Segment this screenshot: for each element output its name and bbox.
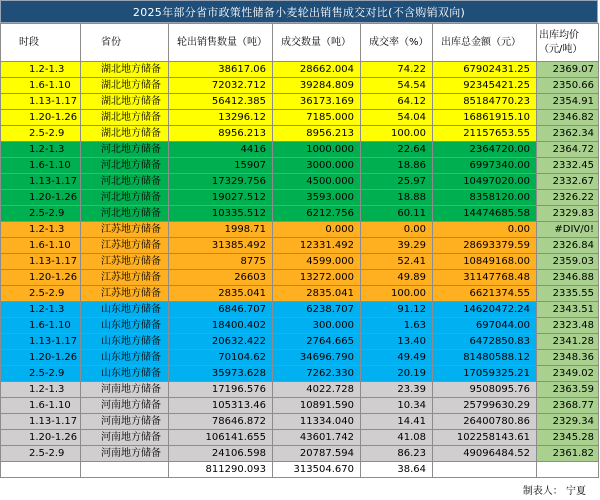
cell-rate: 0.00 [361, 222, 433, 238]
cell-traded: 2835.041 [273, 286, 361, 302]
totals-blank [1, 462, 81, 478]
cell-avg-price: 2364.72 [537, 142, 599, 158]
cell-traded: 28662.004 [273, 62, 361, 78]
cell-province: 河南地方储备 [81, 430, 169, 446]
cell-amount: 8358120.00 [433, 190, 537, 206]
header-period: 时段 [1, 24, 81, 62]
cell-province: 江苏地方储备 [81, 238, 169, 254]
cell-offered: 72032.712 [169, 78, 273, 94]
cell-traded: 3000.000 [273, 158, 361, 174]
total-rate: 38.64 [361, 462, 433, 478]
cell-offered: 4416 [169, 142, 273, 158]
cell-amount: 10497020.00 [433, 174, 537, 190]
cell-offered: 20632.422 [169, 334, 273, 350]
cell-province: 山东地方储备 [81, 366, 169, 382]
cell-avg-price: 2346.88 [537, 270, 599, 286]
cell-province: 河南地方储备 [81, 382, 169, 398]
cell-period: 2.5-2.9 [1, 206, 81, 222]
table-row [1, 254, 599, 270]
cell-traded: 1000.000 [273, 142, 361, 158]
cell-rate: 64.12 [361, 94, 433, 110]
cell-avg-price: 2345.28 [537, 430, 599, 446]
totals-blank [433, 462, 537, 478]
cell-offered: 17329.756 [169, 174, 273, 190]
cell-rate: 22.64 [361, 142, 433, 158]
cell-traded: 13272.000 [273, 270, 361, 286]
cell-province: 湖北地方储备 [81, 62, 169, 78]
cell-rate: 1.63 [361, 318, 433, 334]
cell-traded: 300.000 [273, 318, 361, 334]
cell-amount: 6997340.00 [433, 158, 537, 174]
cell-province: 山东地方储备 [81, 302, 169, 318]
cell-amount: 85184770.23 [433, 94, 537, 110]
cell-period: 1.20-1.26 [1, 190, 81, 206]
cell-offered: 106141.655 [169, 430, 273, 446]
table-row [1, 190, 599, 206]
cell-traded: 20787.594 [273, 446, 361, 462]
table-row [1, 142, 599, 158]
cell-period: 1.2-1.3 [1, 382, 81, 398]
cell-period: 1.13-1.17 [1, 174, 81, 190]
table-row [1, 318, 599, 334]
cell-avg-price: 2354.91 [537, 94, 599, 110]
cell-avg-price: 2369.07 [537, 62, 599, 78]
total-traded: 313504.670 [273, 462, 361, 478]
cell-province: 江苏地方储备 [81, 254, 169, 270]
cell-amount: 92345421.25 [433, 78, 537, 94]
cell-offered: 38617.06 [169, 62, 273, 78]
header-offered: 轮出销售数量（吨） [169, 24, 273, 62]
cell-amount: 697044.00 [433, 318, 537, 334]
cell-avg-price: 2341.28 [537, 334, 599, 350]
cell-avg-price: 2362.34 [537, 126, 599, 142]
header-traded: 成交数量（吨） [273, 24, 361, 62]
cell-avg-price: 2326.22 [537, 190, 599, 206]
cell-rate: 14.41 [361, 414, 433, 430]
cell-rate: 86.23 [361, 446, 433, 462]
cell-offered: 31385.492 [169, 238, 273, 254]
cell-period: 1.6-1.10 [1, 318, 81, 334]
table-row [1, 446, 599, 462]
cell-offered: 17196.576 [169, 382, 273, 398]
cell-province: 山东地方储备 [81, 350, 169, 366]
cell-amount: 17059325.21 [433, 366, 537, 382]
header-province: 省份 [81, 24, 169, 62]
cell-period: 1.6-1.10 [1, 238, 81, 254]
cell-period: 1.2-1.3 [1, 302, 81, 318]
cell-avg-price: 2332.67 [537, 174, 599, 190]
table-row [1, 238, 599, 254]
header-avg-price: 出库均价（元/吨） [537, 24, 599, 62]
table-row [1, 222, 599, 238]
cell-avg-price: #DIV/0! [537, 222, 599, 238]
cell-rate: 23.39 [361, 382, 433, 398]
cell-amount: 28693379.59 [433, 238, 537, 254]
cell-province: 河北地方储备 [81, 142, 169, 158]
cell-offered: 2835.041 [169, 286, 273, 302]
cell-offered: 19027.512 [169, 190, 273, 206]
cell-rate: 49.49 [361, 350, 433, 366]
cell-traded: 4500.000 [273, 174, 361, 190]
cell-avg-price: 2361.82 [537, 446, 599, 462]
table-row [1, 78, 599, 94]
table-row [1, 110, 599, 126]
cell-province: 河南地方储备 [81, 446, 169, 462]
header-row [1, 24, 599, 62]
cell-period: 1.2-1.3 [1, 222, 81, 238]
cell-amount: 6472850.83 [433, 334, 537, 350]
cell-traded: 4599.000 [273, 254, 361, 270]
table-row [1, 126, 599, 142]
cell-avg-price: 2329.34 [537, 414, 599, 430]
cell-period: 1.20-1.26 [1, 350, 81, 366]
cell-avg-price: 2326.84 [537, 238, 599, 254]
table-row [1, 430, 599, 446]
cell-amount: 16861915.10 [433, 110, 537, 126]
cell-traded: 10891.590 [273, 398, 361, 414]
cell-rate: 100.00 [361, 286, 433, 302]
cell-province: 江苏地方储备 [81, 222, 169, 238]
cell-period: 2.5-2.9 [1, 446, 81, 462]
cell-avg-price: 2359.03 [537, 254, 599, 270]
cell-traded: 36173.169 [273, 94, 361, 110]
cell-province: 山东地方储备 [81, 318, 169, 334]
cell-rate: 54.54 [361, 78, 433, 94]
cell-period: 1.6-1.10 [1, 158, 81, 174]
cell-avg-price: 2363.59 [537, 382, 599, 398]
table-row [1, 302, 599, 318]
cell-amount: 9508095.76 [433, 382, 537, 398]
cell-period: 1.13-1.17 [1, 94, 81, 110]
table-row [1, 350, 599, 366]
cell-amount: 31147768.48 [433, 270, 537, 286]
footer [0, 478, 598, 500]
cell-period: 1.13-1.17 [1, 334, 81, 350]
cell-traded: 6238.707 [273, 302, 361, 318]
cell-amount: 67902431.25 [433, 62, 537, 78]
table-row [1, 94, 599, 110]
cell-rate: 100.00 [361, 126, 433, 142]
cell-period: 1.13-1.17 [1, 254, 81, 270]
table-row [1, 414, 599, 430]
cell-province: 湖北地方储备 [81, 78, 169, 94]
totals-blank [537, 462, 599, 478]
cell-amount: 14474685.58 [433, 206, 537, 222]
cell-province: 河南地方储备 [81, 398, 169, 414]
cell-traded: 43601.742 [273, 430, 361, 446]
cell-avg-price: 2350.66 [537, 78, 599, 94]
header-rate: 成交率（%） [361, 24, 433, 62]
cell-amount: 102258143.61 [433, 430, 537, 446]
cell-province: 湖北地方储备 [81, 94, 169, 110]
cell-traded: 0.000 [273, 222, 361, 238]
cell-rate: 54.04 [361, 110, 433, 126]
table-body [1, 62, 599, 462]
cell-avg-price: 2349.02 [537, 366, 599, 382]
cell-amount: 6621374.55 [433, 286, 537, 302]
cell-offered: 18400.402 [169, 318, 273, 334]
cell-traded: 8956.213 [273, 126, 361, 142]
cell-offered: 26603 [169, 270, 273, 286]
cell-amount: 49096484.52 [433, 446, 537, 462]
cell-period: 1.20-1.26 [1, 270, 81, 286]
cell-rate: 39.29 [361, 238, 433, 254]
cell-amount: 14620472.24 [433, 302, 537, 318]
author-label: 制表人： 宁夏 [522, 486, 586, 497]
cell-amount: 26400780.86 [433, 414, 537, 430]
table-row [1, 334, 599, 350]
cell-period: 2.5-2.9 [1, 126, 81, 142]
cell-amount: 21157653.55 [433, 126, 537, 142]
cell-period: 1.20-1.26 [1, 110, 81, 126]
cell-province: 河南地方储备 [81, 414, 169, 430]
cell-province: 河北地方储备 [81, 206, 169, 222]
cell-traded: 4022.728 [273, 382, 361, 398]
cell-rate: 41.08 [361, 430, 433, 446]
cell-traded: 34696.790 [273, 350, 361, 366]
cell-province: 河北地方储备 [81, 158, 169, 174]
cell-offered: 24106.598 [169, 446, 273, 462]
cell-period: 2.5-2.9 [1, 286, 81, 302]
cell-period: 1.2-1.3 [1, 62, 81, 78]
cell-avg-price: 2332.45 [537, 158, 599, 174]
cell-period: 1.2-1.3 [1, 142, 81, 158]
cell-rate: 20.19 [361, 366, 433, 382]
cell-province: 河北地方储备 [81, 174, 169, 190]
cell-traded: 3593.000 [273, 190, 361, 206]
cell-period: 1.13-1.17 [1, 414, 81, 430]
cell-amount: 0.00 [433, 222, 537, 238]
cell-province: 山东地方储备 [81, 334, 169, 350]
table-row [1, 206, 599, 222]
cell-offered: 56412.385 [169, 94, 273, 110]
cell-rate: 52.41 [361, 254, 433, 270]
cell-period: 1.20-1.26 [1, 430, 81, 446]
cell-rate: 91.12 [361, 302, 433, 318]
data-table [0, 23, 599, 478]
cell-offered: 105313.46 [169, 398, 273, 414]
cell-province: 河北地方储备 [81, 190, 169, 206]
table-row [1, 174, 599, 190]
cell-rate: 49.89 [361, 270, 433, 286]
cell-offered: 35973.628 [169, 366, 273, 382]
cell-avg-price: 2343.51 [537, 302, 599, 318]
cell-avg-price: 2346.82 [537, 110, 599, 126]
table-row [1, 286, 599, 302]
cell-rate: 18.86 [361, 158, 433, 174]
cell-province: 湖北地方储备 [81, 126, 169, 142]
cell-offered: 15907 [169, 158, 273, 174]
cell-avg-price: 2348.36 [537, 350, 599, 366]
cell-offered: 78646.872 [169, 414, 273, 430]
cell-rate: 25.97 [361, 174, 433, 190]
cell-rate: 10.34 [361, 398, 433, 414]
cell-rate: 18.88 [361, 190, 433, 206]
cell-rate: 13.40 [361, 334, 433, 350]
cell-offered: 10335.512 [169, 206, 273, 222]
cell-province: 湖北地方储备 [81, 110, 169, 126]
cell-offered: 8956.213 [169, 126, 273, 142]
cell-amount: 10849168.00 [433, 254, 537, 270]
totals-row [1, 462, 599, 478]
table-title: 2025年部分省市政策性储备小麦轮出销售成交对比(不含购销双向) [0, 0, 598, 23]
cell-traded: 7262.330 [273, 366, 361, 382]
cell-province: 江苏地方储备 [81, 286, 169, 302]
cell-rate: 60.11 [361, 206, 433, 222]
cell-province: 江苏地方储备 [81, 270, 169, 286]
cell-rate: 74.22 [361, 62, 433, 78]
cell-traded: 2764.665 [273, 334, 361, 350]
cell-avg-price: 2329.83 [537, 206, 599, 222]
cell-offered: 8775 [169, 254, 273, 270]
table-row [1, 398, 599, 414]
total-offered: 811290.093 [169, 462, 273, 478]
cell-amount: 25799630.29 [433, 398, 537, 414]
cell-traded: 6212.756 [273, 206, 361, 222]
cell-amount: 2364720.00 [433, 142, 537, 158]
cell-traded: 11334.040 [273, 414, 361, 430]
cell-period: 1.6-1.10 [1, 398, 81, 414]
cell-avg-price: 2368.77 [537, 398, 599, 414]
table-row [1, 62, 599, 78]
cell-traded: 39284.809 [273, 78, 361, 94]
table-row [1, 158, 599, 174]
cell-avg-price: 2335.55 [537, 286, 599, 302]
table-row [1, 382, 599, 398]
cell-offered: 6846.707 [169, 302, 273, 318]
cell-traded: 7185.000 [273, 110, 361, 126]
cell-period: 1.6-1.10 [1, 78, 81, 94]
table-row [1, 270, 599, 286]
cell-offered: 70104.62 [169, 350, 273, 366]
totals-blank [81, 462, 169, 478]
header-amount: 出库总金额（元） [433, 24, 537, 62]
cell-period: 2.5-2.9 [1, 366, 81, 382]
cell-offered: 1998.71 [169, 222, 273, 238]
table-row [1, 366, 599, 382]
cell-traded: 12331.492 [273, 238, 361, 254]
cell-avg-price: 2323.48 [537, 318, 599, 334]
cell-offered: 13296.12 [169, 110, 273, 126]
cell-amount: 81480588.12 [433, 350, 537, 366]
